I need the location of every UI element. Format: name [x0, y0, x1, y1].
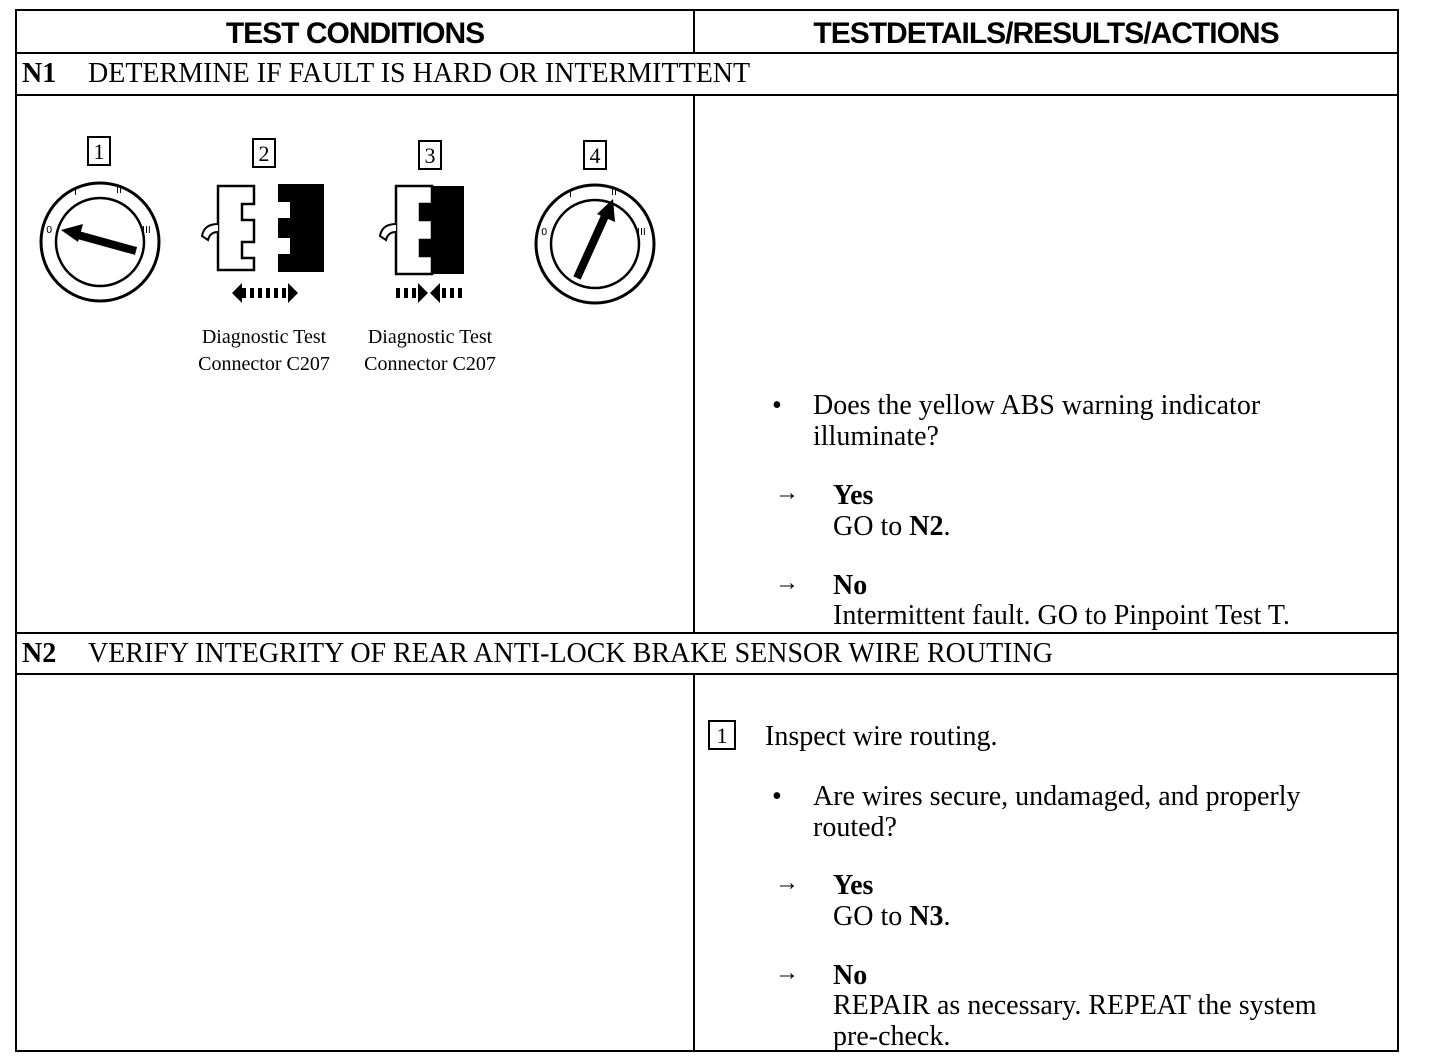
yes-action: [833, 901, 950, 932]
ignition-off-icon: [38, 180, 162, 304]
question-line: illuminate?: [813, 421, 939, 452]
header-test-details: TESTDETAILS/RESULTS/ACTIONS: [813, 17, 1279, 50]
no-action: Intermittent fault. GO to Pinpoint Test T.: [833, 600, 1290, 631]
no-label: No: [833, 960, 868, 991]
action-line: REPAIR as necessary. REPEAT the system: [833, 990, 1317, 1021]
svg-text:II: II: [116, 185, 122, 196]
arrow-icon: →: [775, 870, 799, 896]
caption-line: Diagnostic Test: [367, 326, 493, 348]
yes-label: Yes: [833, 870, 874, 901]
arrow-icon: →: [775, 570, 799, 596]
question-n1: [813, 390, 1260, 452]
step-number: 1: [87, 136, 111, 166]
svg-text:I: I: [569, 189, 572, 200]
svg-text:III: III: [142, 225, 151, 236]
step-number: 3: [418, 140, 442, 170]
connector-caption: [186, 324, 342, 378]
action-target: N2: [909, 511, 944, 542]
question-line: Does the yellow ABS warning indicator: [813, 390, 1261, 421]
arrow-icon: →: [775, 960, 799, 986]
action-text: GO to: [833, 511, 910, 542]
action-text: GO to: [833, 901, 910, 932]
step-number: 1: [708, 720, 736, 750]
table-frame: [15, 9, 1399, 1052]
connector-connected-icon: [378, 184, 488, 308]
bullet: •: [772, 390, 782, 421]
section-code: N1: [22, 58, 57, 89]
svg-text:0: 0: [46, 225, 53, 236]
action-line: pre-check.: [833, 1021, 951, 1052]
ignition-run-icon: [533, 182, 657, 306]
no-action: [833, 990, 1317, 1052]
step-number: 4: [583, 140, 607, 170]
caption-line: Connector C207: [364, 353, 496, 375]
column-divider: [693, 94, 695, 633]
section-title: DETERMINE IF FAULT IS HARD OR INTERMITTENT: [88, 58, 751, 89]
svg-text:0: 0: [541, 227, 548, 238]
connector-disconnected-icon: [198, 182, 328, 306]
yes-label: Yes: [833, 480, 874, 511]
question-n2: [813, 781, 1300, 843]
arrow-icon: →: [775, 480, 799, 506]
step-number: 2: [252, 138, 276, 168]
instruction: Inspect wire routing.: [765, 721, 998, 752]
connector-caption: [352, 324, 508, 378]
svg-text:III: III: [637, 227, 646, 238]
bullet: •: [772, 781, 782, 812]
divider: [15, 94, 1399, 96]
section-title-n1: [22, 58, 750, 90]
svg-text:II: II: [611, 187, 617, 198]
section-code: N2: [22, 638, 57, 669]
section-title: VERIFY INTEGRITY OF REAR ANTI-LOCK BRAKE SENSOR WIRE ROUTING: [88, 638, 1053, 669]
no-label: No: [833, 570, 868, 601]
action-target: N3: [909, 901, 944, 932]
column-divider: [693, 673, 695, 1052]
question-line: routed?: [813, 812, 897, 843]
divider: [15, 52, 1399, 54]
header-test-conditions: TEST CONDITIONS: [225, 17, 485, 50]
divider: [15, 673, 1399, 675]
action-text: .: [943, 511, 951, 542]
action-text: .: [943, 901, 951, 932]
yes-action: [833, 511, 950, 542]
caption-line: Diagnostic Test: [201, 326, 327, 348]
question-line: Are wires secure, undamaged, and properly: [813, 781, 1301, 812]
section-title-n2: [22, 638, 1053, 670]
divider: [15, 632, 1399, 634]
caption-line: Connector C207: [198, 353, 330, 375]
svg-text:I: I: [74, 187, 77, 198]
